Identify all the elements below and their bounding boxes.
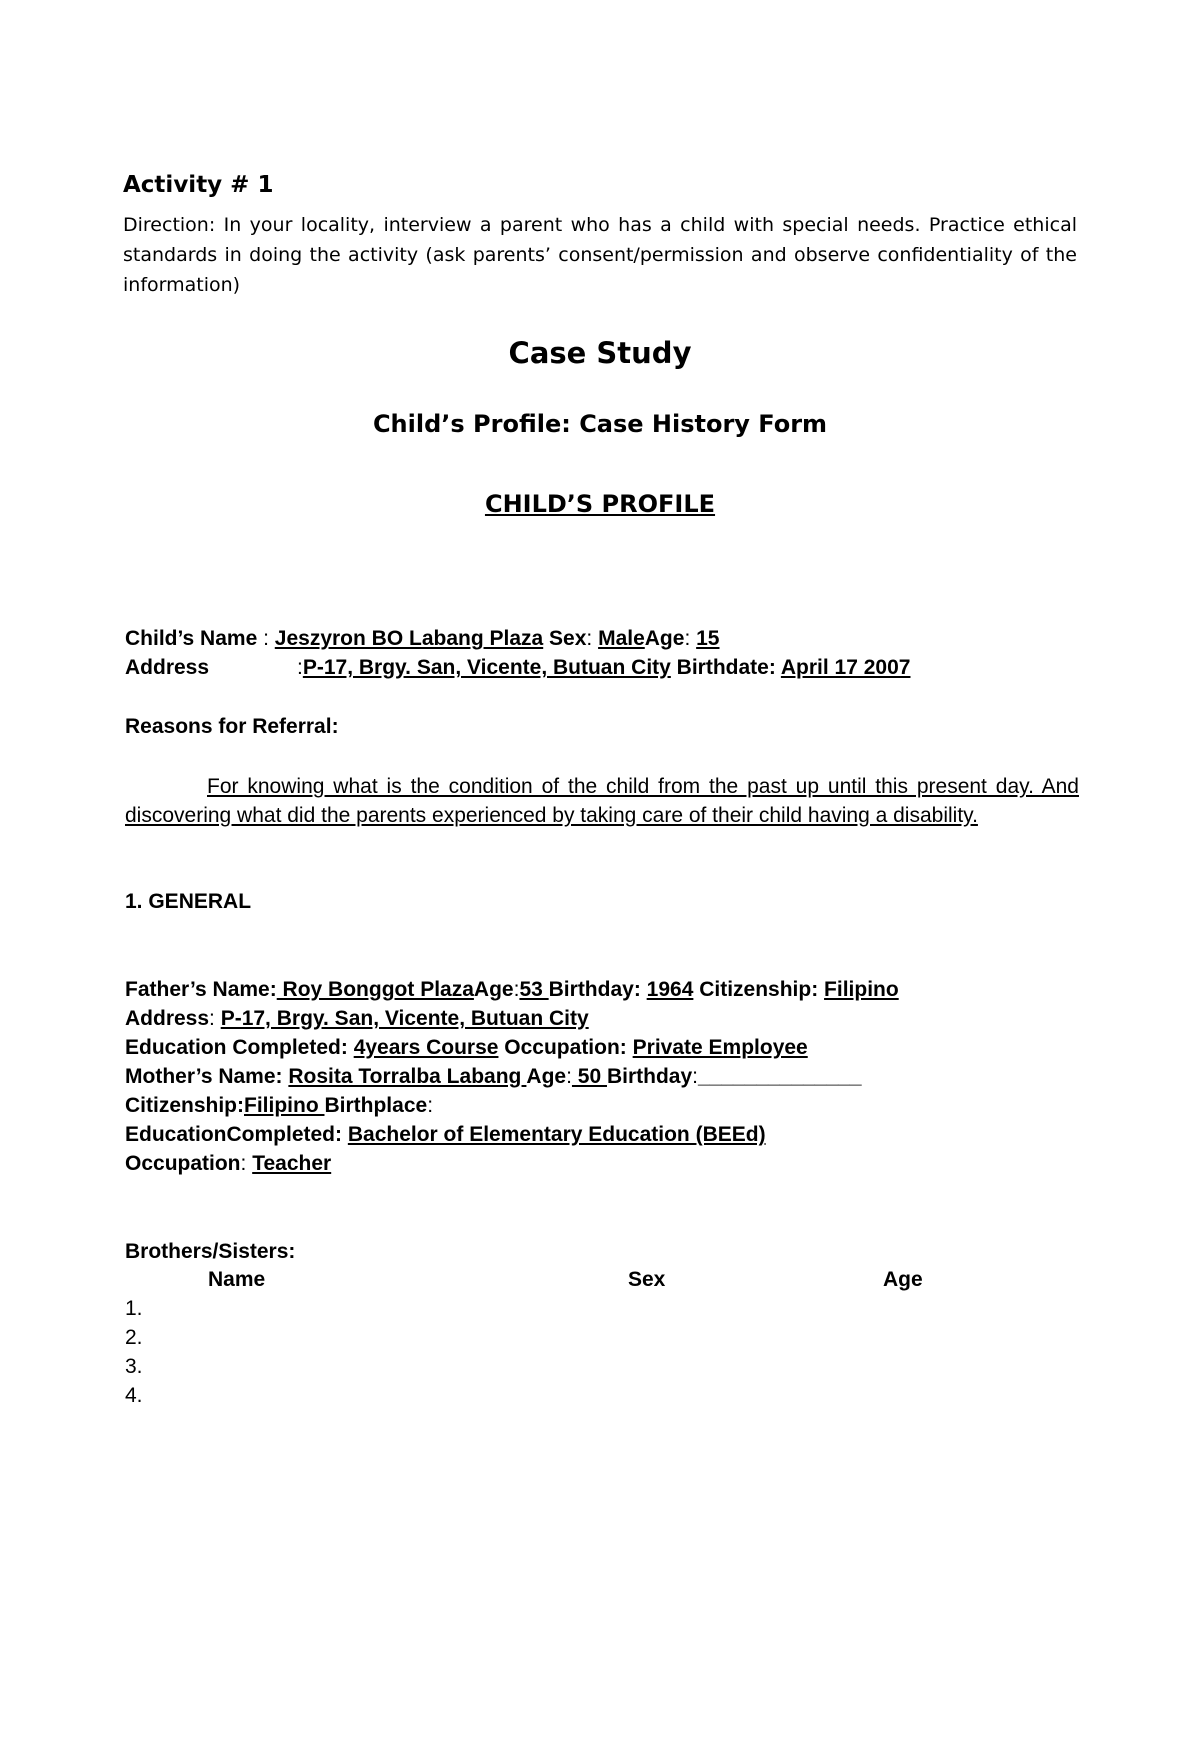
sibling-row-1: 1. <box>125 1297 143 1320</box>
family-address-label: Address <box>125 1007 210 1030</box>
direction-text: In your locality, interview a parent who has a child with special needs. Practice ethical standards in doing the activity (ask parents’ consent/permission and observe confidentiality of the information) <box>123 214 1077 296</box>
father-birthday-label: Birthday: <box>548 978 647 1001</box>
referral-heading: Reasons for Referral: <box>125 715 339 738</box>
mother-education-value: Bachelor of Elementary Education (BEEd) <box>347 1123 766 1146</box>
siblings-col-age: Age <box>883 1268 923 1291</box>
mother-citizenship-value: Filipino <box>244 1094 325 1117</box>
child-birthdate-value: April 17 2007 <box>780 656 911 679</box>
direction-label: Direction: <box>123 214 216 236</box>
family-address-value: P-17, Brgy. San, Vicente, Butuan City <box>220 1007 589 1030</box>
sibling-row-3: 3. <box>125 1355 143 1378</box>
father-education-value: 4years Course <box>353 1036 499 1059</box>
father-age-label: Age <box>473 978 514 1001</box>
mother-age-label: Age <box>526 1065 567 1088</box>
child-address-value: P-17, Brgy. San, Vicente, Butuan City <box>302 656 671 679</box>
mother-row: Mother’s Name: Rosita Torralba Labang Age: 50 Birthday:______________ <box>125 1065 862 1088</box>
father-citizenship-value: Filipino <box>824 978 899 1001</box>
father-age-value: 53 <box>519 978 549 1001</box>
mother-name-value: Rosita Torralba Labang <box>288 1065 527 1088</box>
mother-citizenship-label: Citizenship: <box>125 1094 244 1117</box>
siblings-col-name: Name <box>208 1268 266 1291</box>
mother-birthplace-label: Birthplace <box>324 1094 428 1117</box>
form-title: Child’s Profile: Case History Form <box>372 410 828 438</box>
child-address-label: Address <box>125 656 210 679</box>
siblings-col-sex: Sex <box>628 1268 666 1291</box>
father-education-label: Education Completed: <box>125 1036 354 1059</box>
sibling-row-2: 2. <box>125 1326 143 1349</box>
child-age-value: 15 <box>696 627 720 650</box>
general-heading: 1. GENERAL <box>125 890 252 913</box>
child-birthdate-label: Birthdate: <box>670 656 781 679</box>
mother-age-value: 50 <box>571 1065 607 1088</box>
referral-text: For knowing what is the condition of the child from the past up until this present day. And discovering what did the parents experienced by taking care of their child having a disability. <box>125 775 1079 827</box>
mother-occupation-row: Occupation: Teacher <box>125 1152 332 1175</box>
child-name-label: Child’s Name <box>125 627 258 650</box>
mother-education-row <box>125 1121 766 1149</box>
father-name-value: Roy Bonggot Plaza <box>276 978 474 1001</box>
father-education-row <box>125 1034 808 1062</box>
father-occupation-value: Private Employee <box>632 1036 808 1059</box>
child-age-label: Age <box>644 627 685 650</box>
sibling-row-4: 4. <box>125 1384 143 1407</box>
father-name-label: Father’s Name: <box>125 978 277 1001</box>
activity-title: Activity # 1 <box>123 172 274 198</box>
mother-birthday-blank: ______________ <box>698 1065 862 1088</box>
father-occupation-label: Occupation: <box>498 1036 633 1059</box>
mother-education-label: EducationCompleted: <box>125 1123 348 1146</box>
mother-occupation-label: Occupation <box>125 1152 241 1175</box>
direction-paragraph <box>123 210 1077 300</box>
case-study-title: Case Study <box>508 336 692 370</box>
mother-name-label: Mother’s Name: <box>125 1065 289 1088</box>
father-row: Father’s Name: Roy Bonggot PlazaAge:53 Birthday: 1964 Citizenship: Filipino <box>125 978 899 1001</box>
father-birthday-value: 1964 <box>646 978 694 1001</box>
child-sex-label: Sex <box>543 627 587 650</box>
mother-occupation-value: Teacher <box>252 1152 332 1175</box>
family-address-row: Address: P-17, Brgy. San, Vicente, Butuan City <box>125 1007 589 1030</box>
mother-citizenship-row: Citizenship:Filipino Birthplace: <box>125 1094 434 1117</box>
childs-profile-heading: CHILD’S PROFILE <box>484 490 716 518</box>
siblings-heading: Brothers/Sisters: <box>125 1240 296 1263</box>
father-citizenship-label: Citizenship: <box>693 978 825 1001</box>
child-name-value: Jeszyron BO Labang Plaza <box>274 627 544 650</box>
mother-birthday-label: Birthday <box>606 1065 693 1088</box>
child-sex-value: Male <box>598 627 645 650</box>
child-name-row: Child’s Name : Jeszyron BO Labang Plaza Sex: MaleAge: 15 <box>125 627 720 650</box>
child-address-row: Address :P-17, Brgy. San, Vicente, Butuan City Birthdate: April 17 2007 <box>125 654 910 682</box>
